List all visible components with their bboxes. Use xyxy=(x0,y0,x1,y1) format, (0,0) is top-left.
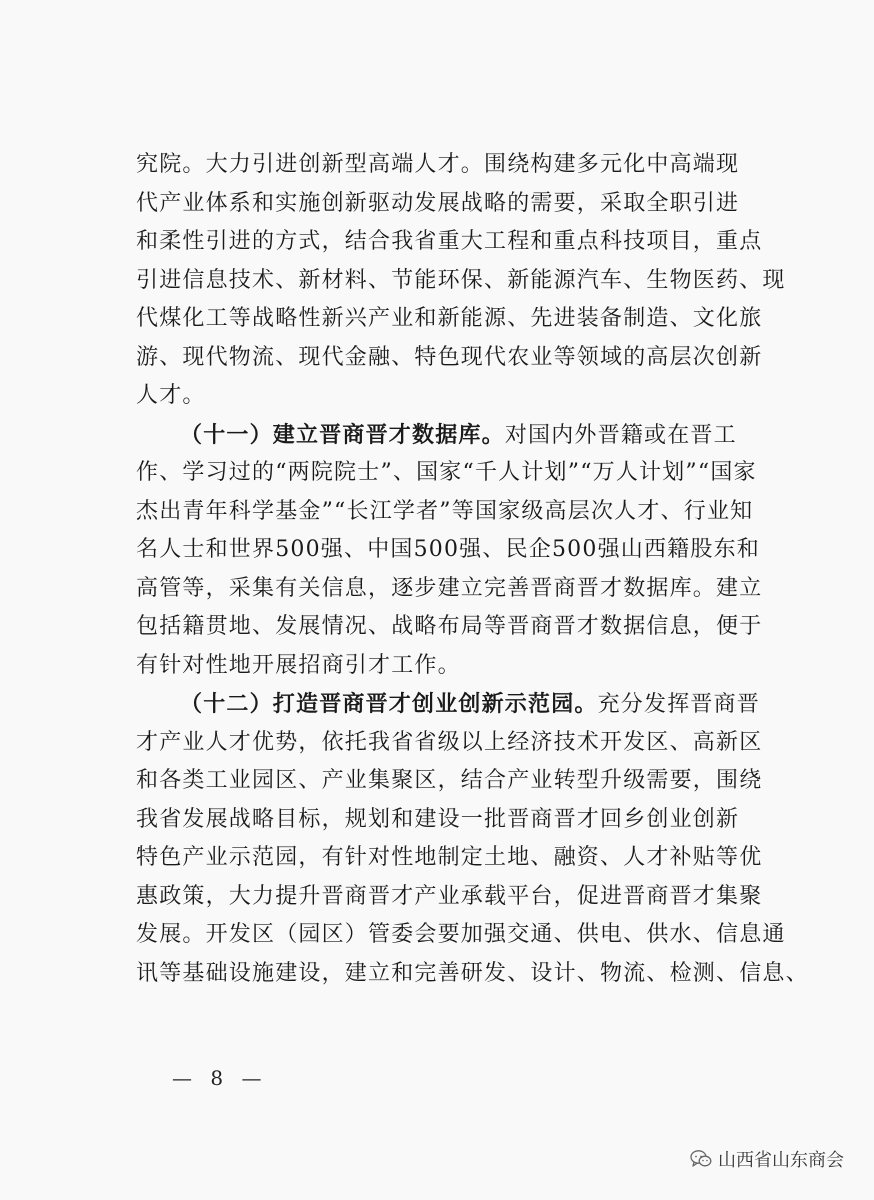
text-line: 作、学习过的“两院院士”、国家“千人计划”“万人计划”“国家 xyxy=(136,460,757,485)
section-heading-12: （十二）打造晋商晋才创业创新示范园。 xyxy=(180,691,598,717)
section-11-first-line xyxy=(136,416,776,455)
text-line: 高管等，采集有关信息，逐步建立完善晋商晋才数据库。建立 xyxy=(136,575,763,601)
text-line: 人才。 xyxy=(136,383,206,408)
section-12-first-line xyxy=(136,685,776,724)
text-line: 和各类工业园区、产业集聚区，结合产业转型升级需要，围绕 xyxy=(136,768,763,793)
page-number: — 8 — xyxy=(172,1066,268,1090)
text-line: 杰出青年科学基金”“长江学者”等国家级高层次人才、行业知 xyxy=(136,498,754,524)
watermark-text: 山西省山东商会 xyxy=(718,1150,844,1171)
wechat-icon xyxy=(690,1149,712,1169)
text-line: 充分发挥晋商晋 xyxy=(597,692,761,717)
text-line: 引进信息技术、新材料、节能环保、新能源汽车、生物医药、现 xyxy=(136,267,786,293)
text-line: 和柔性引进的方式，结合我省重大工程和重点科技项目，重点 xyxy=(136,229,763,254)
text-line: 究院。大力引进创新型高端人才。围绕构建多元化中高端现 xyxy=(136,152,740,177)
text-line: 包括籍贯地、发展情况、战略布局等晋商晋才数据信息，便于 xyxy=(136,614,763,639)
text-line: 我省发展战略目标，规划和建设一批晋商晋才回乡创业创新 xyxy=(136,806,740,832)
text-line: 特色产业示范园，有针对性地制定土地、融资、人才补贴等优 xyxy=(136,845,763,870)
watermark xyxy=(690,1146,844,1172)
text-line: 对国内外晋籍或在晋工 xyxy=(504,422,737,448)
text-line: 游、现代物流、现代金融、特色现代农业等领域的高层次创新 xyxy=(136,344,763,370)
text-line: 代煤化工等战略性新兴产业和新能源、先进装备制造、文化旅 xyxy=(136,306,763,331)
text-line: 名人士和世界500强、中国500强、民企500强山西籍股东和 xyxy=(136,537,760,562)
text-line: 发展。开发区（园区）管委会要加强交通、供电、供水、信息通 xyxy=(136,922,786,947)
document-body xyxy=(136,146,809,993)
text-line: 有针对性地开展招商引才工作。 xyxy=(136,652,461,678)
text-line: 讯等基础设施建设，建立和完善研发、设计、物流、检测、信息、 xyxy=(136,960,809,986)
text-line: 惠政策，大力提升晋商晋才产业承载平台，促进晋商晋才集聚 xyxy=(136,883,763,909)
section-heading-11: （十一）建立晋商晋才数据库。 xyxy=(180,421,505,448)
text-line: 代产业体系和实施创新驱动发展战略的需要，采取全职引进 xyxy=(136,190,740,216)
text-line: 才产业人才优势，依托我省省级以上经济技术开发区、高新区 xyxy=(136,729,763,755)
